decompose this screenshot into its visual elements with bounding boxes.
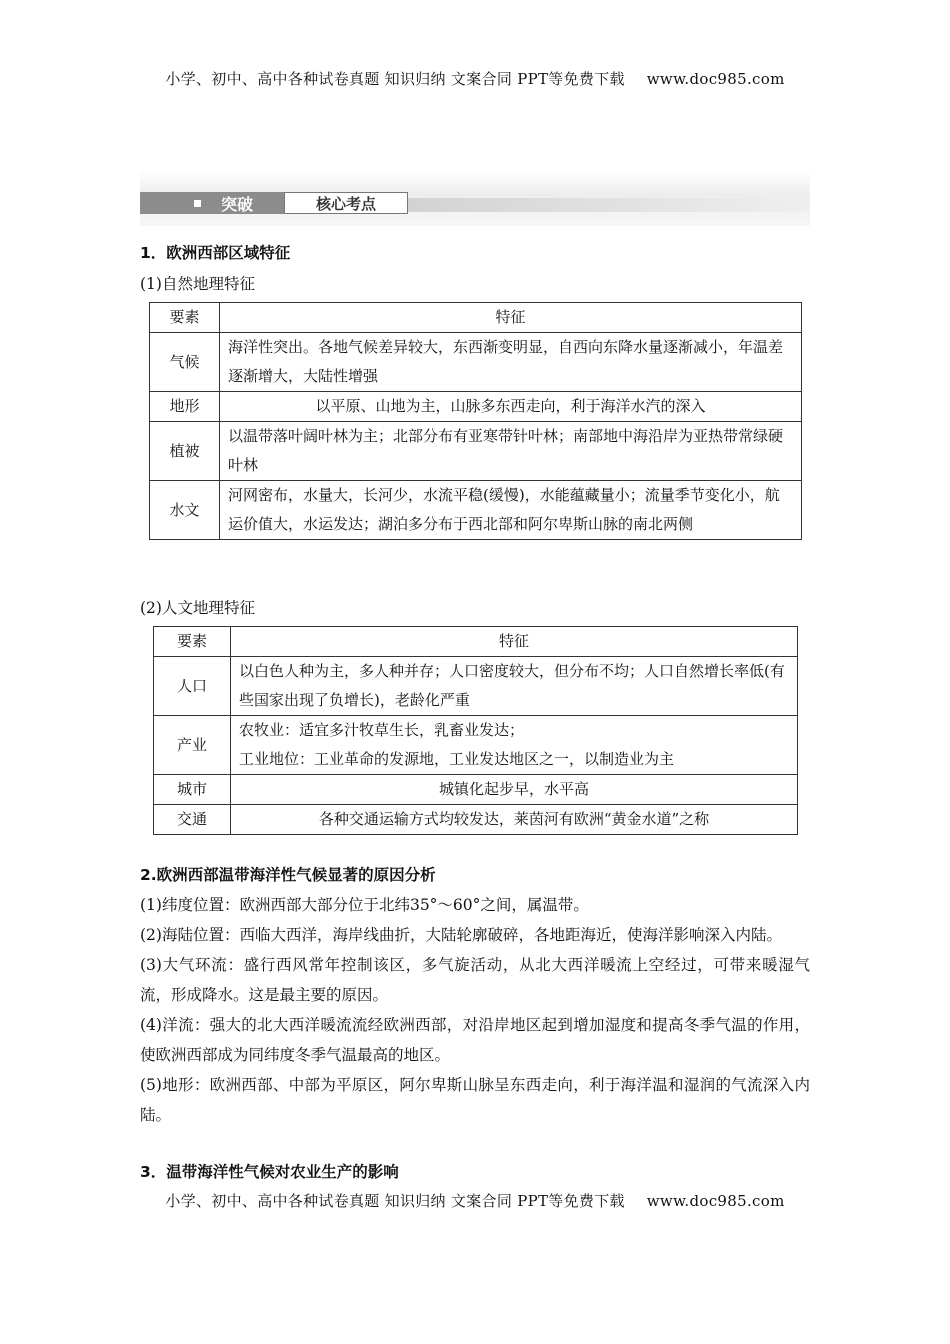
- table-key-cell: 地形: [150, 392, 220, 422]
- reason-item: (3)大气环流：盛行西风常年控制该区，多气旋活动，从北大西洋暖流上空经过，可带来暖湿气流，形成降水。这是最主要的原因。: [140, 956, 810, 1004]
- table-key-cell: 产业: [154, 716, 231, 775]
- table-row: [150, 333, 802, 392]
- section-2-body: [140, 890, 810, 1130]
- table-value-cell: 河网密布，水量大，长河少，水流平稳(缓慢)，水能蕴藏量小；流量季节变化小，航运价值大，水运发达；湖泊多分布于西北部和阿尔卑斯山脉的南北两侧: [220, 481, 802, 540]
- section-3-title: 3．温带海洋性气候对农业生产的影响: [140, 1163, 399, 1181]
- table-key-cell: 人口: [154, 657, 231, 716]
- banner-tag-primary-label: 突破: [221, 194, 254, 214]
- table-row: [154, 716, 798, 775]
- reason-item: (2)海陆位置：西临大西洋，海岸线曲折，大陆轮廓破碎，各地距海近，使海洋影响深入内陆。: [140, 926, 782, 944]
- table-value-cell: 以白色人种为主，多人种并存；人口密度较大，但分布不均；人口自然增长率低(有些国家出现了负增长)，老龄化严重: [231, 657, 798, 716]
- header-url[interactable]: www.doc985.com: [646, 70, 785, 88]
- table-row: [150, 392, 802, 422]
- table-value-cell: [231, 716, 798, 775]
- table-row: [154, 805, 798, 835]
- table-key-cell: 气候: [150, 333, 220, 392]
- table-key-cell: 交通: [154, 805, 231, 835]
- table-value-cell: 以温带落叶阔叶林为主；北部分布有亚寒带针叶林；南部地中海沿岸为亚热带常绿硬叶林: [220, 422, 802, 481]
- header-text: 小学、初中、高中各种试卷真题 知识归纳 文案合同 PPT等免费下载: [165, 70, 625, 88]
- page-header: [0, 68, 950, 89]
- square-bullet-icon: [194, 200, 201, 207]
- banner-tag-primary: [140, 192, 284, 214]
- section-1-subtitle-human: (2)人文地理特征: [140, 599, 255, 617]
- table-value-cell: 以平原、山地为主，山脉多东西走向，利于海洋水汽的深入: [220, 392, 802, 422]
- table-value-cell: 海洋性突出。各地气候差异较大，东西渐变明显，自西向东降水量逐渐减小，年温差逐渐增大，大陆性增强: [220, 333, 802, 392]
- table-key-cell: 城市: [154, 775, 231, 805]
- footer-url[interactable]: www.doc985.com: [646, 1192, 785, 1210]
- reason-item: (5)地形：欧洲西部、中部为平原区，阿尔卑斯山脉呈东西走向，利于海洋温和湿润的气流深入内陆。: [140, 1076, 810, 1124]
- table-header-cell: 要素: [154, 627, 231, 657]
- section-1-subtitle-natural: (1)自然地理特征: [140, 275, 255, 293]
- human-features-table: [153, 626, 798, 835]
- reason-item: (4)洋流：强大的北大西洋暖流流经欧洲西部，对沿岸地区起到增加湿度和提高冬季气温的作用，使欧洲西部成为同纬度冬季气温最高的地区。: [140, 1016, 810, 1064]
- page-footer: [0, 1190, 950, 1211]
- table-key-cell: 水文: [150, 481, 220, 540]
- reason-item: (1)纬度位置：欧洲西部大部分位于北纬35°～60°之间，属温带。: [140, 896, 589, 914]
- banner-tag-secondary: 核心考点: [284, 192, 408, 214]
- industry-line-agriculture: 农牧业：适宜多汁牧草生长，乳畜业发达；: [239, 721, 525, 739]
- table-row: [150, 422, 802, 481]
- table-header-cell: 特征: [220, 303, 802, 333]
- table-header-row: [154, 627, 798, 657]
- table-value-cell: 城镇化起步早，水平高: [231, 775, 798, 805]
- table-row: [154, 657, 798, 716]
- table-header-cell: 要素: [150, 303, 220, 333]
- industry-line-manufacturing: 工业地位：工业革命的发源地，工业发达地区之一，以制造业为主: [239, 750, 675, 768]
- natural-features-table: [149, 302, 802, 540]
- table-row: [154, 775, 798, 805]
- table-header-row: [150, 303, 802, 333]
- table-header-cell: 特征: [231, 627, 798, 657]
- section-1-title: 1．欧洲西部区域特征: [140, 244, 291, 262]
- footer-text: 小学、初中、高中各种试卷真题 知识归纳 文案合同 PPT等免费下载: [165, 1192, 625, 1210]
- section-2-title: 2.欧洲西部温带海洋性气候显著的原因分析: [140, 866, 436, 884]
- table-row: [150, 481, 802, 540]
- table-value-cell: 各种交通运输方式均较发达，莱茵河有欧洲“黄金水道”之称: [231, 805, 798, 835]
- section-banner: [140, 170, 810, 226]
- table-key-cell: 植被: [150, 422, 220, 481]
